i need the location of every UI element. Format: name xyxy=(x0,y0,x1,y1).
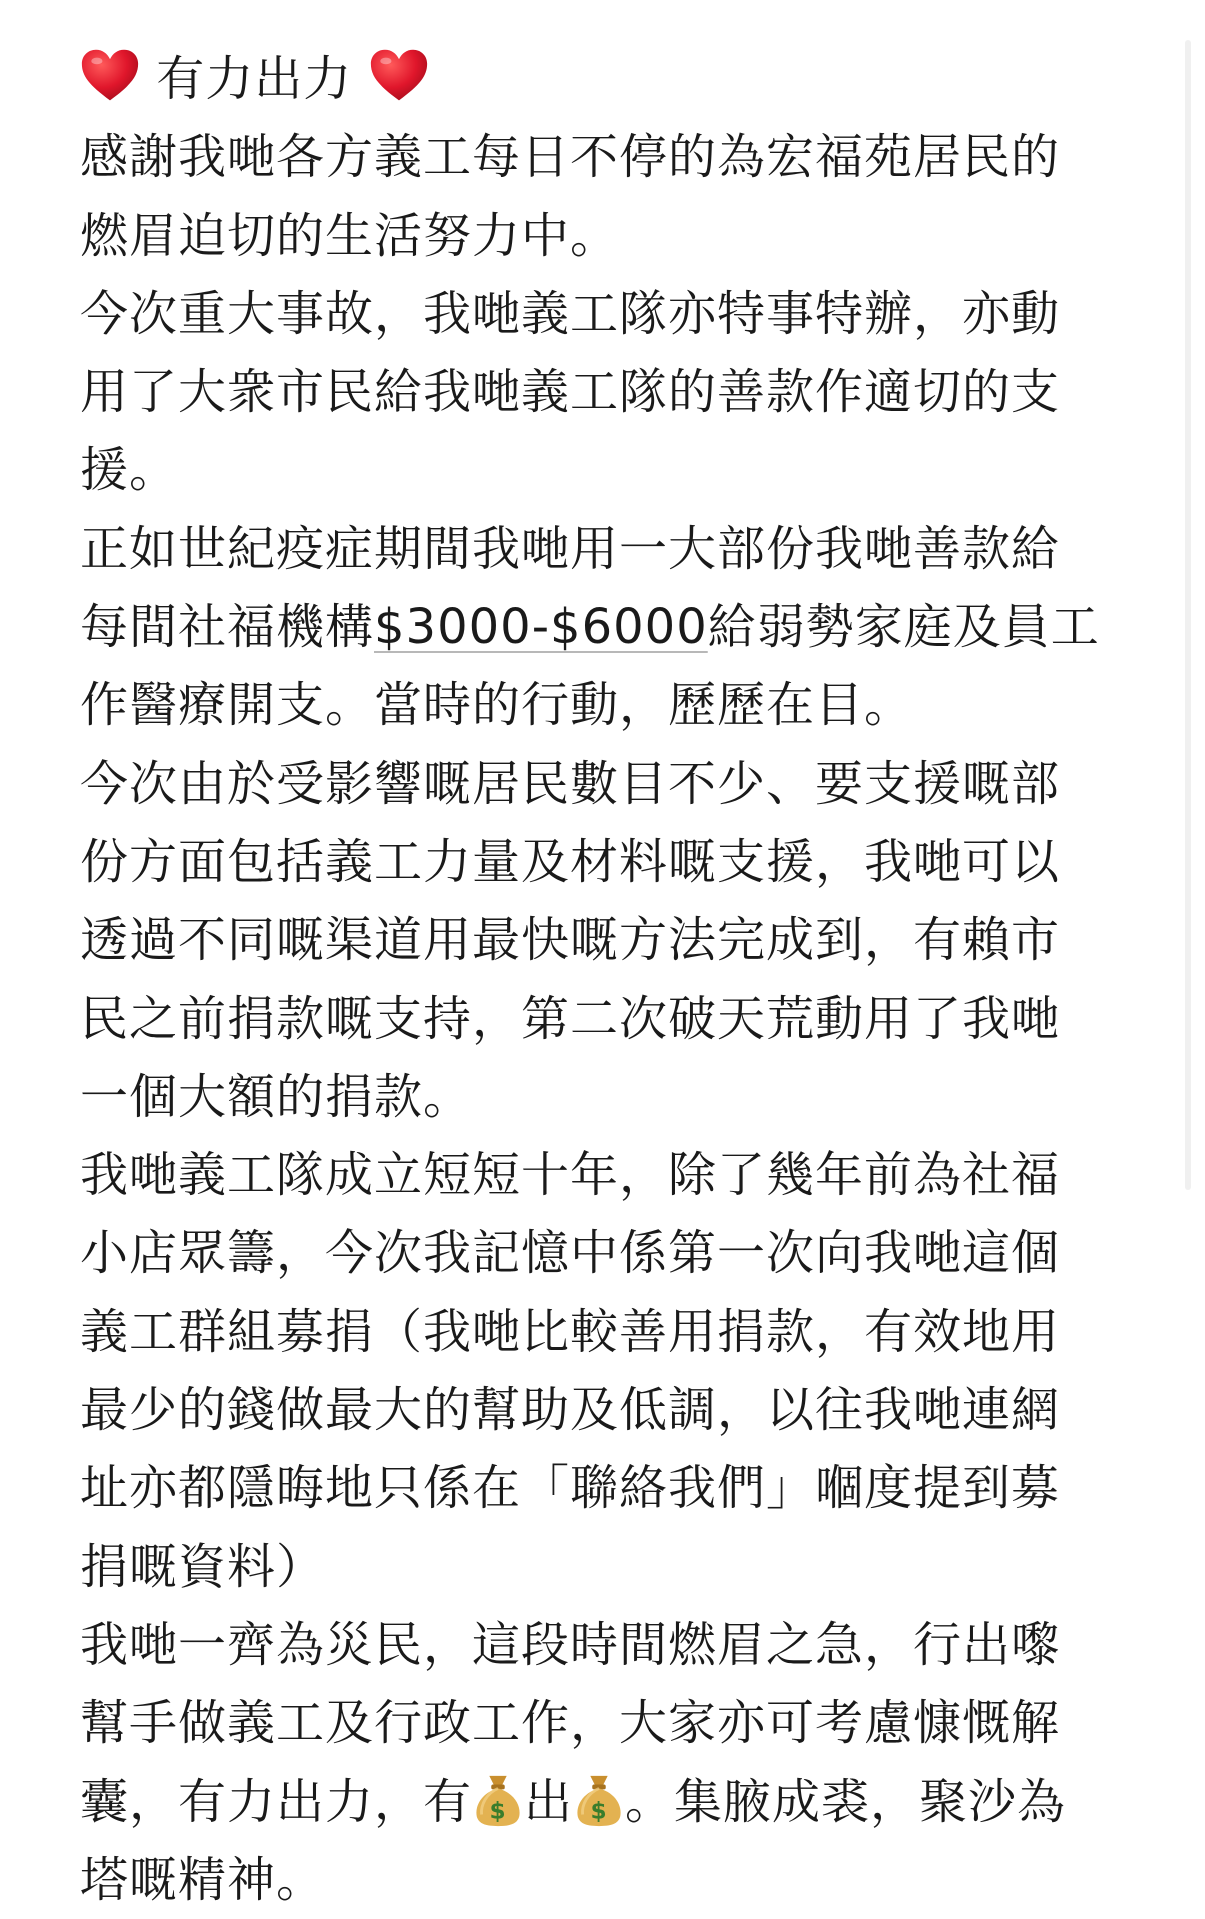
svg-text:$: $ xyxy=(489,1796,507,1824)
red-heart-icon xyxy=(369,47,429,103)
svg-text:$: $ xyxy=(590,1796,608,1824)
emoji-line-seg3: 。集腋成裘，聚沙為 xyxy=(625,1773,1067,1830)
money-line-after: 給弱勢家庭及員工 xyxy=(707,599,1100,656)
emoji-line-seg2: 出 xyxy=(524,1773,574,1830)
post-line: 我哋義工隊成立短短十年，除了幾年前為社福 xyxy=(80,1147,1061,1204)
emoji-line-seg1: 囊，有力出力，有 xyxy=(80,1773,473,1830)
post-line: 燃眉迫切的生活努力中。 xyxy=(80,207,620,264)
post-line: 透過不同嘅渠道用最快嘅方法完成到，有賴市 xyxy=(80,912,1061,969)
post-body xyxy=(80,40,1140,1919)
post-line: 正如世紀疫症期間我哋用一大部份我哋善款給 xyxy=(80,520,1061,577)
amount-range-link[interactable]: $3000-$6000 xyxy=(374,599,708,656)
post-line: 小店眾籌，今次我記憶中係第一次向我哋這個 xyxy=(80,1225,1061,1282)
scrollbar[interactable] xyxy=(1185,40,1191,1190)
post-line: 塔嘅精神。 xyxy=(80,1851,326,1908)
post-line: 感謝我哋各方義工每日不停的為宏福苑居民的 xyxy=(80,129,1061,186)
post-line: 民之前捐款嘅支持，第二次破天荒動用了我哋 xyxy=(80,990,1061,1047)
money-bag-icon xyxy=(573,1772,625,1828)
post-line: 今次由於受影響嘅居民數目不少、要支援嘅部 xyxy=(80,755,1061,812)
post-line-emoji xyxy=(80,1763,1140,1841)
money-bag-icon xyxy=(472,1772,524,1828)
red-heart-icon xyxy=(80,47,140,103)
post-line: 援。 xyxy=(80,442,179,499)
post-line: 一個大額的捐款。 xyxy=(80,1068,473,1125)
post-line: 址亦都隱晦地只係在「聯絡我們」嗰度提到募 xyxy=(80,1460,1061,1517)
post-line: 用了大衆市民給我哋義工隊的善款作適切的支 xyxy=(80,364,1061,421)
post-line: 今次重大事故，我哋義工隊亦特事特辦，亦動 xyxy=(80,285,1061,342)
post-line: 我哋一齊為災民，這段時間燃眉之急，行出嚟 xyxy=(80,1616,1061,1673)
post-title: 有力出力 xyxy=(156,51,353,107)
post-line-money xyxy=(80,588,1140,666)
post-line: 幫手做義工及行政工作，大家亦可考慮慷慨解 xyxy=(80,1695,1061,1752)
post-title-line xyxy=(80,40,1140,118)
post-line: 最少的錢做最大的幫助及低調，以往我哋連網 xyxy=(80,1382,1061,1439)
post-line: 份方面包括義工力量及材料嘅支援，我哋可以 xyxy=(80,833,1061,890)
money-line-before: 每間社福機構 xyxy=(80,599,375,656)
post-line: 捐嘅資料） xyxy=(80,1538,326,1595)
post-line: 義工群組募捐（我哋比較善用捐款，有效地用 xyxy=(80,1303,1061,1360)
post-line: 作醫療開支。當時的行動，歷歷在目。 xyxy=(80,677,914,734)
